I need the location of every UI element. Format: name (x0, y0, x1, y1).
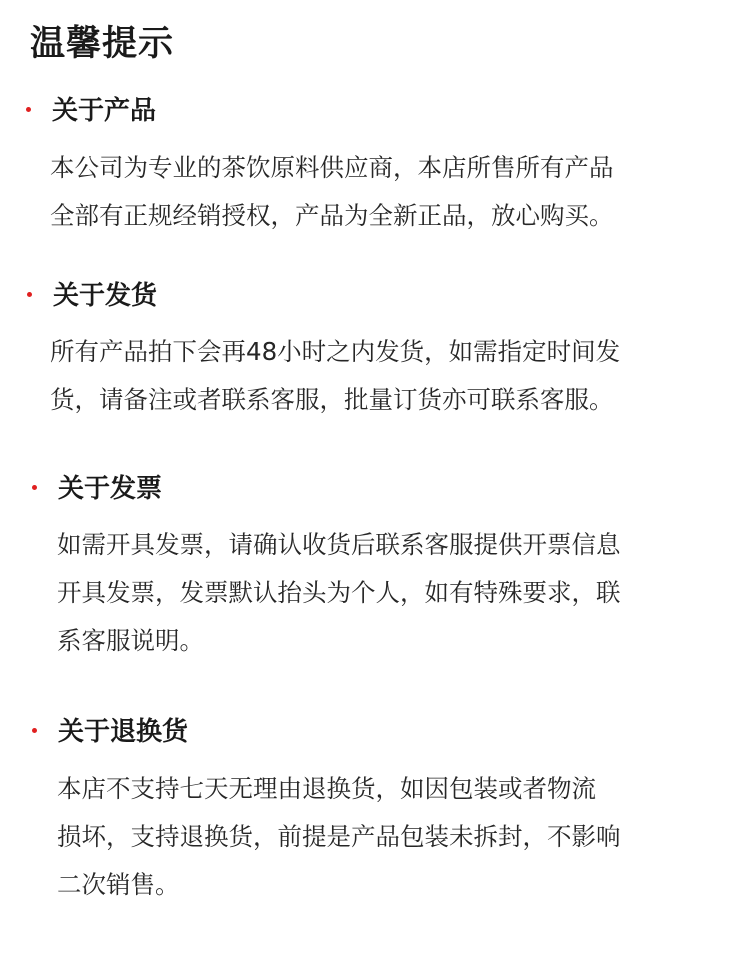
body-line: 如需开具发票，请确认收货后联系客服提供开票信息 (57, 530, 621, 559)
section-shipping (0, 276, 750, 414)
section-heading-text: 关于发货 (53, 281, 158, 311)
section-heading (0, 712, 750, 752)
section-invoice (0, 469, 750, 655)
page-title: 温馨提示 (30, 24, 175, 64)
section-body (57, 521, 621, 665)
section-products (0, 91, 750, 230)
bullet-icon (27, 292, 32, 297)
section-heading (0, 91, 750, 131)
section-returns (0, 712, 750, 899)
bullet-icon (26, 107, 31, 112)
body-line: 系客服说明。 (57, 626, 204, 655)
body-line: 损坏，支持退换货，前提是产品包装未拆封，不影响 (57, 822, 621, 851)
section-body (50, 144, 614, 240)
section-heading-text: 关于产品 (52, 96, 157, 126)
body-line: 全部有正规经销授权，产品为全新正品，放心购买。 (50, 201, 614, 230)
bullet-icon (32, 728, 37, 733)
body-line: 二次销售。 (57, 870, 180, 899)
body-line: 本公司为专业的茶饮原料供应商，本店所售所有产品 (50, 153, 614, 182)
bullet-icon (32, 485, 37, 490)
section-heading (0, 276, 750, 316)
body-line: 货，请备注或者联系客服，批量订货亦可联系客服。 (50, 385, 614, 414)
body-line: 所有产品拍下会再48小时之内发货，如需指定时间发 (50, 337, 621, 366)
section-body (50, 328, 620, 424)
section-heading-text: 关于发票 (58, 474, 163, 504)
section-heading (0, 469, 750, 509)
section-heading-text: 关于退换货 (58, 717, 189, 747)
section-body (57, 765, 621, 909)
body-line: 开具发票，发票默认抬头为个人，如有特殊要求，联 (57, 578, 621, 607)
body-line: 本店不支持七天无理由退换货，如因包装或者物流 (57, 774, 596, 803)
